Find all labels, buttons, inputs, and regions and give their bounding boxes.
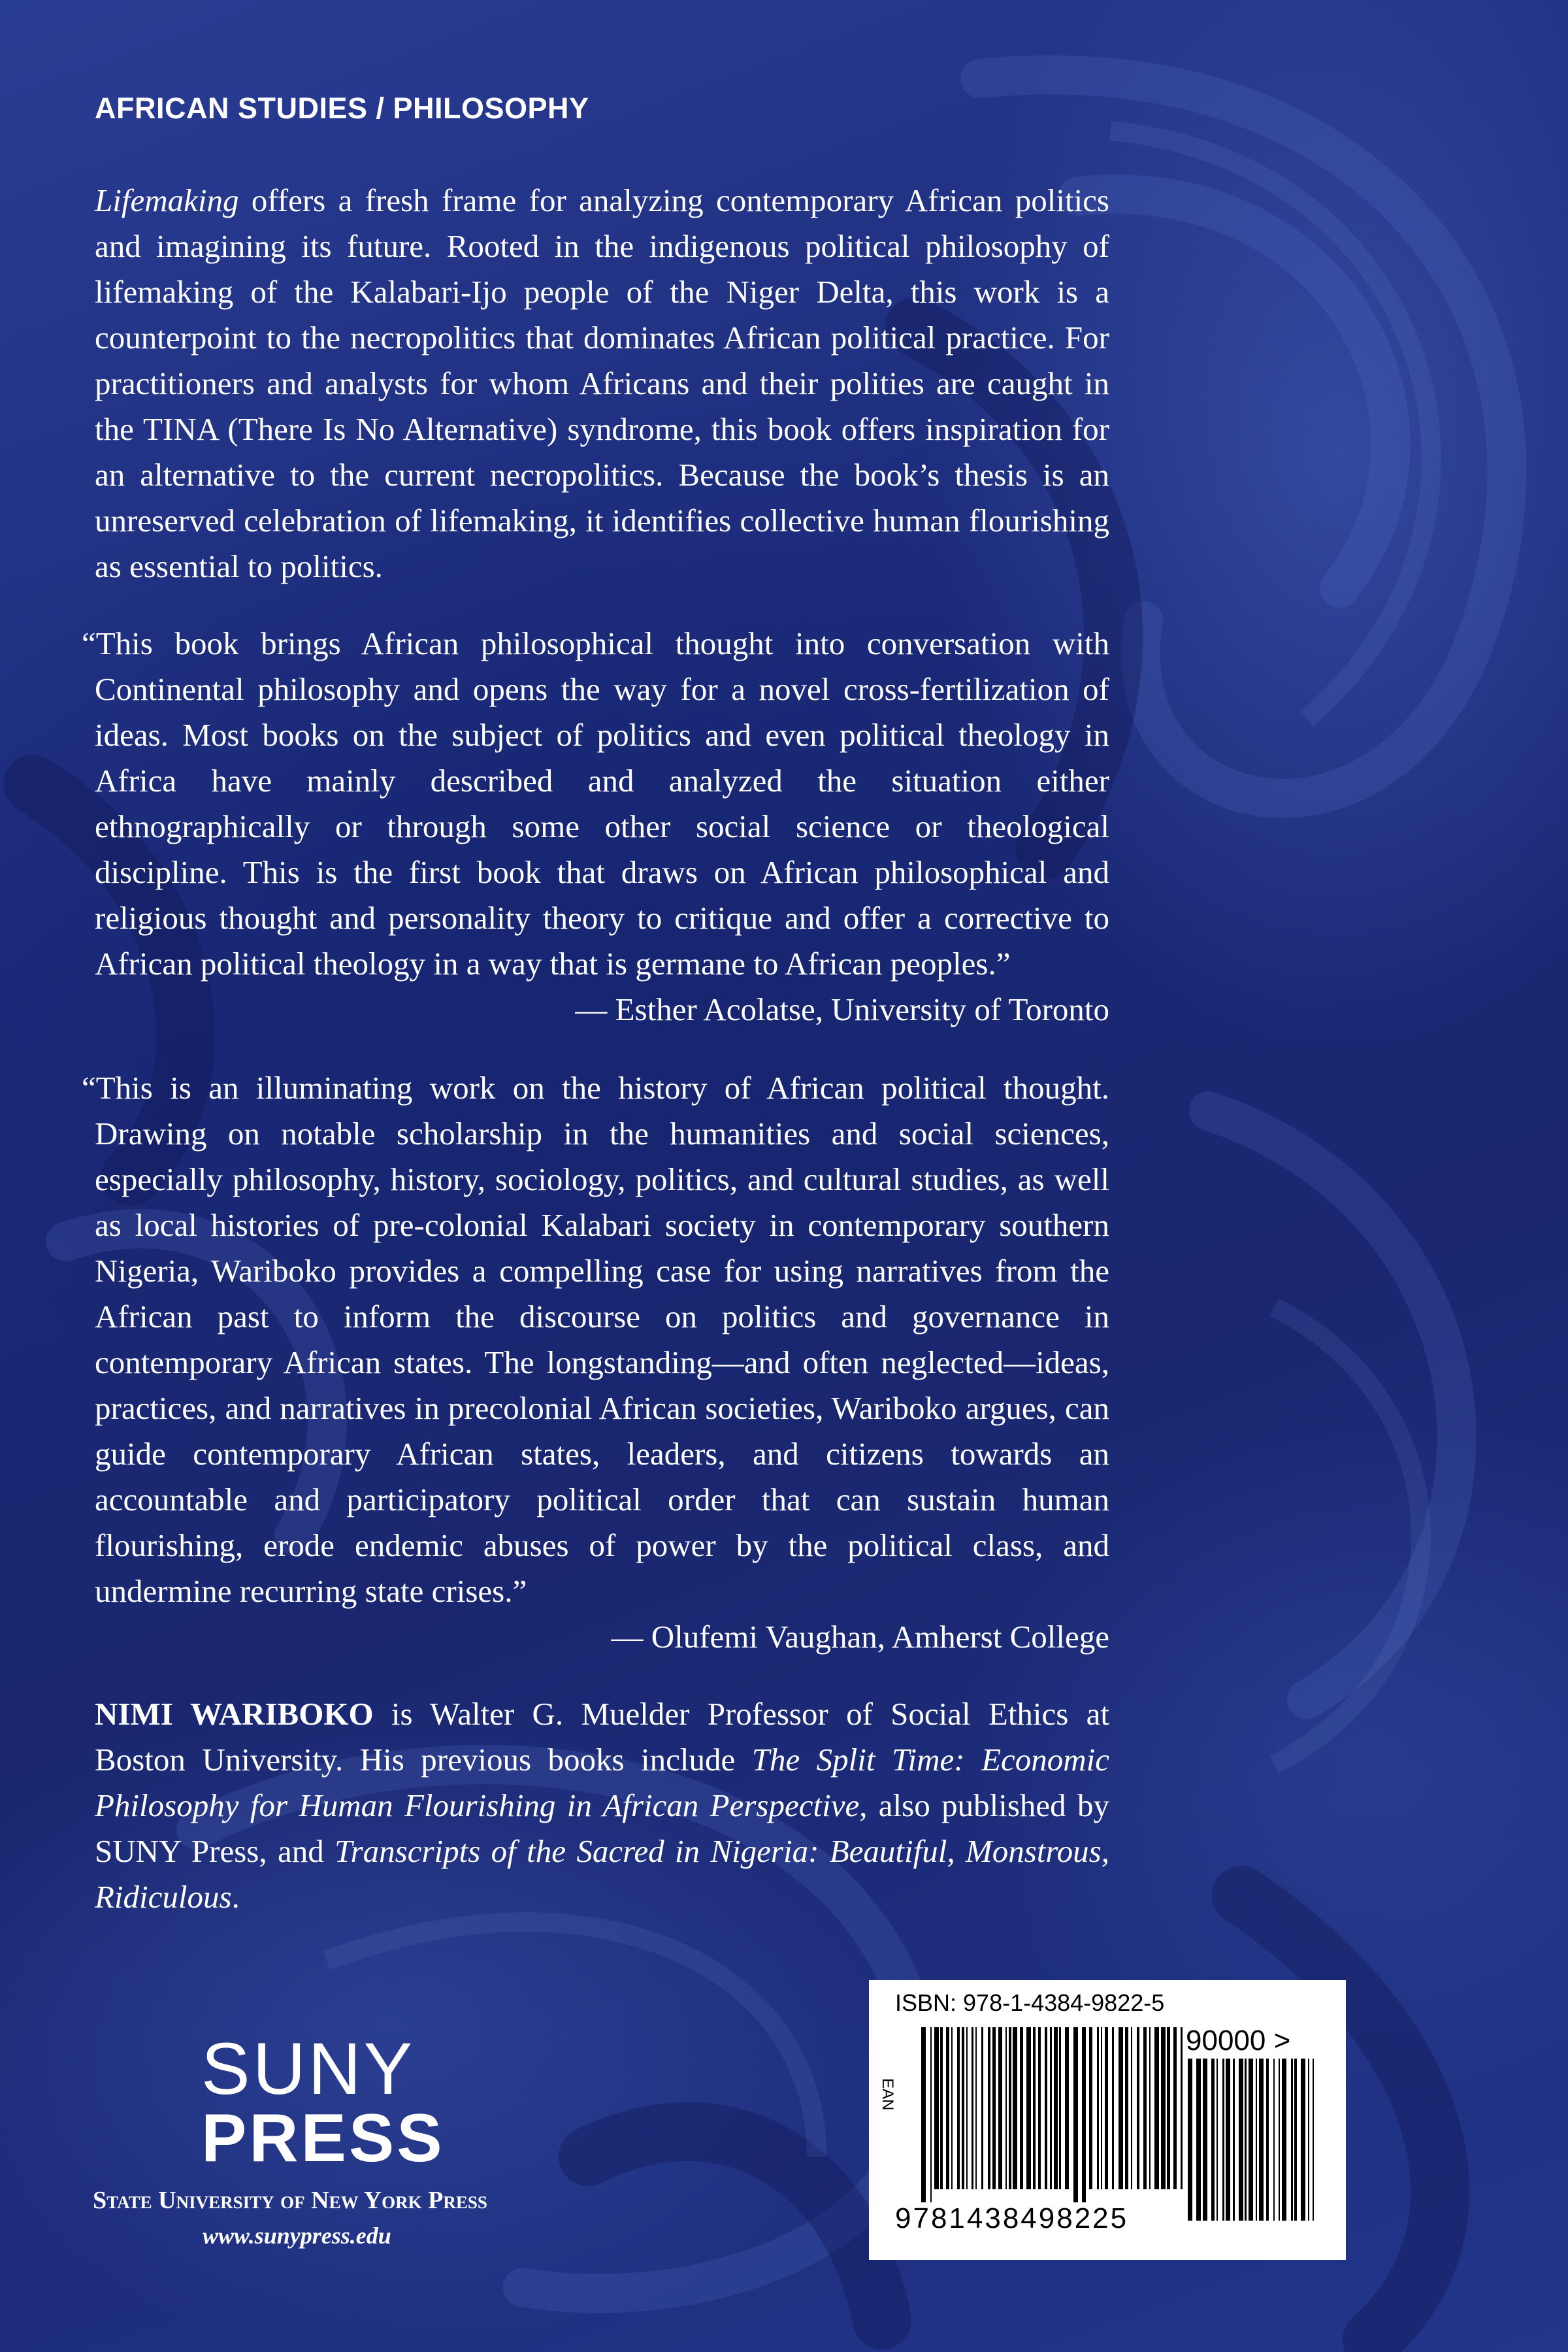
barcode-bar: [1154, 2027, 1159, 2189]
barcode-bar: [1045, 2027, 1047, 2189]
barcode-bar: [1188, 2059, 1192, 2221]
barcode-bar: [1119, 2027, 1123, 2189]
barcode-bar: [1282, 2059, 1286, 2221]
barcode-bar: [1054, 2027, 1058, 2189]
barcode-bar: [1226, 2059, 1230, 2221]
barcode-bar: [1137, 2027, 1139, 2189]
publisher-full-name: State University of New York Press: [93, 2187, 487, 2214]
barcode-bar: [981, 2027, 983, 2189]
barcode-bar: [1233, 2059, 1235, 2221]
barcode-bar: [1089, 2027, 1092, 2189]
barcode-bar: [1256, 2059, 1257, 2221]
endorsement-2-attribution: — Olufemi Vaughan, Amherst College: [611, 1619, 1109, 1655]
publisher-url: www.sunypress.edu: [203, 2223, 391, 2249]
barcode-bar: [966, 2027, 968, 2189]
barcode-bar: [1101, 2027, 1102, 2189]
barcode-bar: [1211, 2059, 1215, 2221]
barcode-bar: [1249, 2059, 1253, 2221]
barcode-bar: [992, 2027, 996, 2189]
barcode-bar: [1279, 2059, 1280, 2221]
barcode-bar: [1294, 2059, 1297, 2221]
barcode-bar: [1073, 2027, 1078, 2202]
barcode-bar: [1125, 2027, 1128, 2189]
barcode-bar: [1308, 2059, 1309, 2221]
book-title-italic: Lifemaking: [95, 182, 239, 218]
author-bio: [95, 1691, 1109, 1920]
barcode-bar: [1167, 2027, 1170, 2189]
barcode-bar: [1005, 2027, 1007, 2189]
barcode-bar: [1266, 2059, 1269, 2221]
barcode-bar: [972, 2027, 973, 2189]
barcode-bar: [1273, 2059, 1275, 2221]
barcode-bar: [962, 2027, 964, 2189]
endorsement-2: [82, 1065, 1109, 1660]
barcode-bar: [1026, 2027, 1031, 2189]
author-name: NIMI WARIBOKO: [95, 1696, 374, 1732]
isbn-label: ISBN: 978-1-4384-9822-5: [895, 1989, 1165, 2016]
barcode-bar: [1173, 2027, 1177, 2189]
barcode-bar: [1105, 2027, 1108, 2189]
barcode-bar: [1143, 2027, 1147, 2189]
author-bio-text-3: .: [231, 1879, 240, 1915]
ean-label: EAN: [879, 2078, 896, 2111]
barcode-bar: [1059, 2027, 1061, 2189]
barcode-bar: [951, 2027, 953, 2189]
barcode-bar: [1181, 2027, 1183, 2189]
logo-suny: SUNY: [201, 2028, 416, 2110]
barcode-bar: [1291, 2059, 1293, 2221]
price-code: 90000 >: [1186, 2025, 1291, 2057]
barcode-bar: [1038, 2027, 1041, 2189]
barcode-bar: [998, 2027, 1002, 2189]
description-text: offers a fresh frame for analyzing contemporary African politics and imagining its future. Rooted in the indigenous political philosophy of lifemaking of the Kalabari-Ijo people of the Niger Delta, this work is a counterpoint to the necropolitics that dominates African political practice. For practitioners and analysts for whom Africans and their polities are caught in the TINA (There Is No Alternative) syndrome, this book offers inspiration for an alternative to the current necropolitics. Because the book’s thesis is an unreserved celebration of lifemaking, it identifies collective human flourishing as essential to politics.: [95, 182, 1109, 584]
barcode-bar: [1222, 2059, 1224, 2221]
barcode-bar: [1196, 2059, 1201, 2221]
barcode-bar: [988, 2027, 990, 2189]
previous-book-1: The Split Time: Economic Philosophy for Human Flourishing in African Perspective: [95, 1742, 1110, 1823]
barcode-bar: [1259, 2059, 1264, 2221]
endorsement-2-text: “This is an illuminating work on the history of African political thought. Drawing on notable scholarship in the humanities and social sciences, especially philosophy, history, sociology, politics, and cultural studies, as well as local histories of pre-colonial Kalabari society in contemporary southern Nigeria, Wariboko provides a compelling case for using narratives from the African past to inform the discourse on politics and governance in contemporary African states. The longstanding—and often neglected—ideas, practices, and narratives in precolonial African societies, Wariboko argues, can guide contemporary African states, leaders, and citizens towards an accountable and participatory political order that can sustain human flourishing, erode endemic abuses of power by the political class, and undermine recurring state crises.”: [82, 1070, 1109, 1609]
barcode-bar: [1013, 2027, 1017, 2189]
category-heading: AFRICAN STUDIES / PHILOSOPHY: [95, 91, 589, 125]
endorsement-1-attribution: — Esther Acolatse, University of Toronto: [575, 991, 1109, 1027]
isbn-barcode-panel: [869, 1980, 1346, 2260]
barcode-bar: [1239, 2059, 1243, 2221]
barcode-bar: [934, 2027, 939, 2189]
previous-book-2: Transcripts of the Sacred in Nigeria: Beautiful, Monstrous, Ridiculous: [95, 1833, 1110, 1915]
barcode-bar: [1203, 2059, 1207, 2221]
barcode-bar: [930, 2027, 932, 2202]
barcode-bar: [1050, 2027, 1052, 2189]
barcode-bar: [1161, 2027, 1166, 2189]
barcode-bar: [975, 2027, 977, 2189]
author-bio-text-1: is Walter G. Muelder Professor of Social Ethics at Boston University. His previous books include: [95, 1696, 1109, 1778]
barcode-bar: [1301, 2059, 1305, 2221]
barcode-bar: [1009, 2027, 1011, 2189]
barcode-bar: [1065, 2027, 1069, 2189]
endorsement-1-text: “This book brings African philosophical thought into conversation with Continental philosophy and opens the way for a novel cross-fertilization of ideas. Most books on the subject of politics and even political theology in Africa have mainly described and analyzed the situation either ethnographically or through some other social science or theological discipline. This is the first book that draws on African philosophical and religious thought and personality theory to critique and offer a corrective to African political theology in a way that is germane to African peoples.”: [82, 625, 1109, 982]
endorsement-1: [82, 621, 1109, 1033]
barcode-bar: [957, 2027, 960, 2189]
barcode-bar: [1245, 2059, 1247, 2221]
barcode-bar: [1149, 2027, 1151, 2189]
logo-press: PRESS: [201, 2100, 445, 2176]
description-paragraph: [95, 178, 1109, 589]
barcode-bar: [1020, 2027, 1023, 2189]
barcode-bar: [1313, 2059, 1314, 2221]
barcode-bar: [1131, 2027, 1132, 2189]
author-bio-text-2: , also published by SUNY Press, and: [95, 1787, 1109, 1869]
price-barcode: [1188, 2059, 1325, 2234]
barcode-bar: [1112, 2027, 1114, 2189]
barcode-bar: [940, 2027, 943, 2189]
barcode-bar: [1097, 2027, 1099, 2189]
barcode-bar: [1082, 2027, 1086, 2202]
ean-digits: 9781438498225: [895, 2202, 1129, 2234]
barcode-bar: [946, 2027, 949, 2189]
barcode-bar: [1033, 2027, 1036, 2189]
barcode-bar: [921, 2027, 926, 2202]
barcode-bar: [1217, 2059, 1218, 2221]
